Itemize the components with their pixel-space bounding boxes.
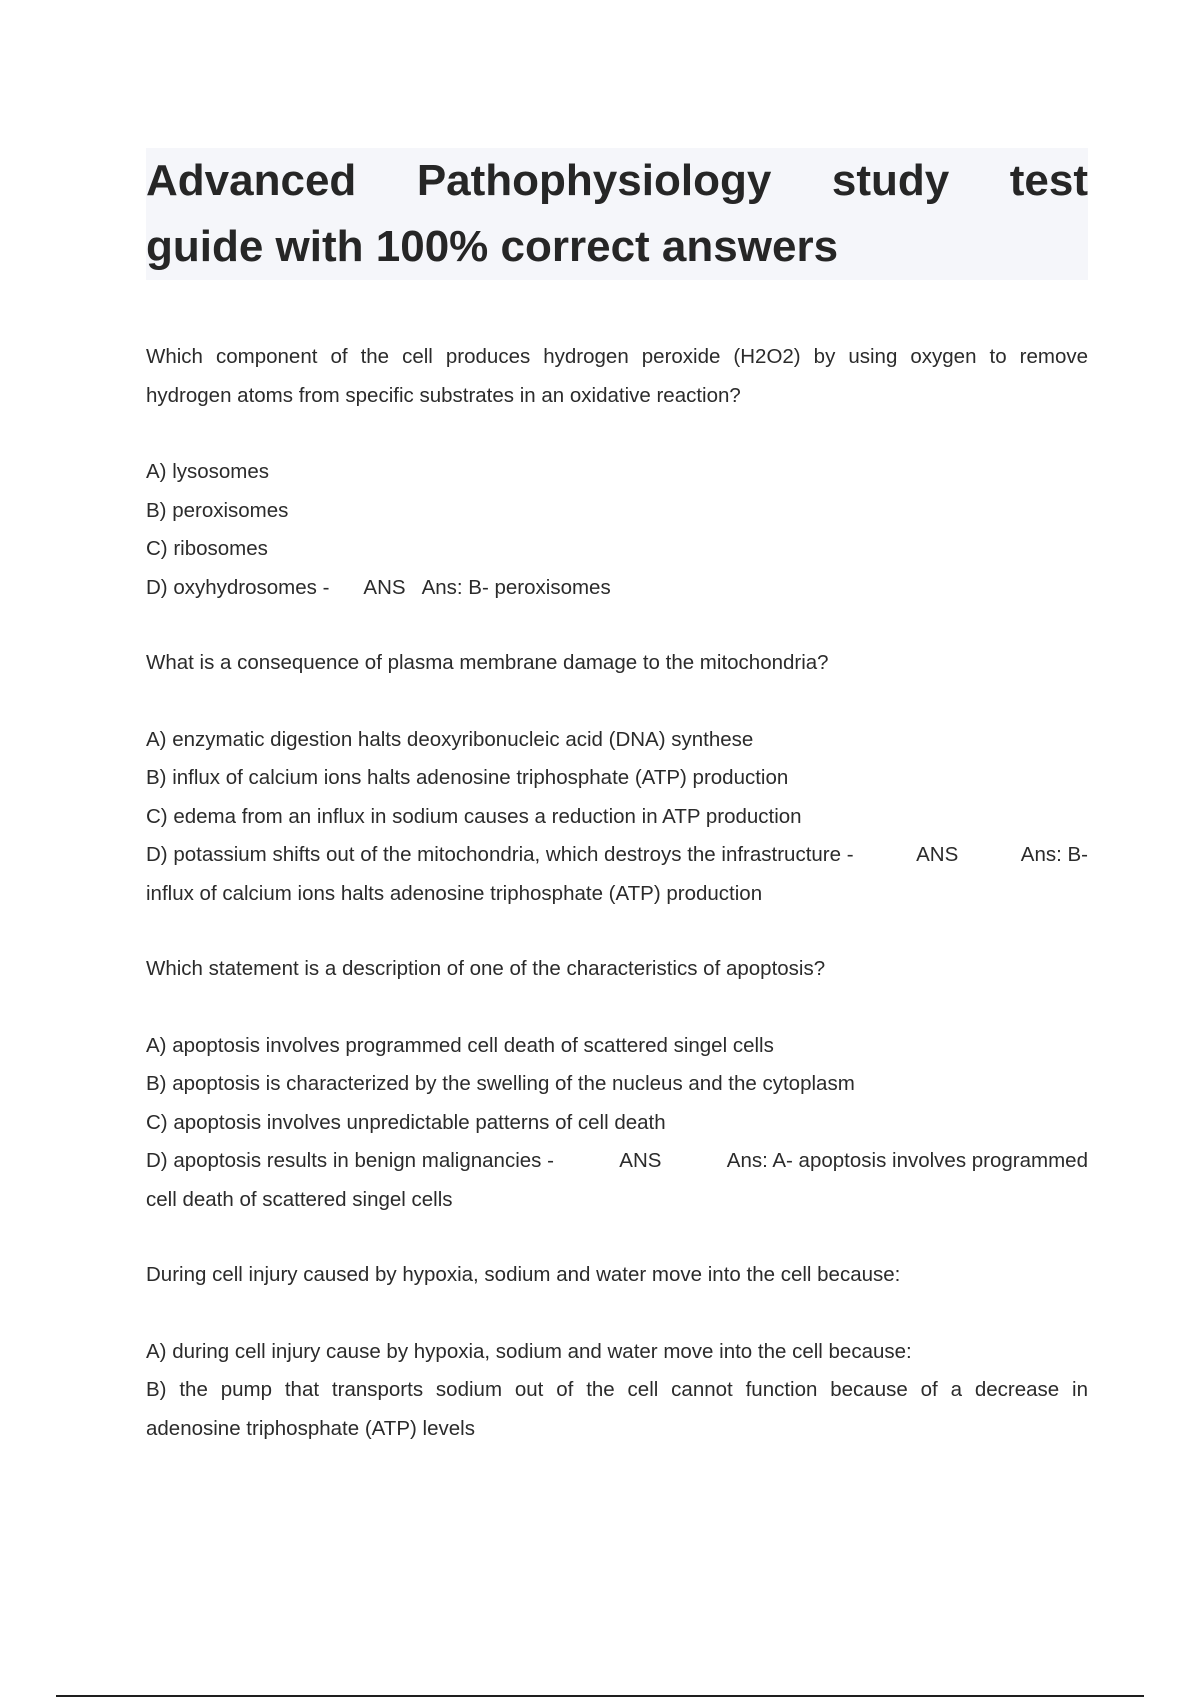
stem-line: hydrogen atoms from specific substrates in an oxidative reaction? bbox=[146, 383, 741, 407]
option-list bbox=[146, 721, 1088, 914]
title-line-2: guide with 100% correct answers bbox=[146, 222, 839, 271]
option-d-text: D) apoptosis results in benign malignancies - bbox=[146, 1149, 554, 1172]
option-b: B) apoptosis is characterized by the swelling of the nucleus and the cytoplasm bbox=[146, 1072, 855, 1095]
option-c: C) apoptosis involves unpredictable patterns of cell death bbox=[146, 1110, 666, 1134]
option-c: C) edema from an influx in sodium causes a reduction in ATP production bbox=[146, 804, 802, 828]
answer-continuation: influx of calcium ions halts adenosine triphosphate (ATP) production bbox=[146, 881, 763, 905]
stem-line: Which component of the cell produces hydrogen peroxide (H2O2) by using oxygen to remove bbox=[146, 345, 1088, 368]
option-a: A) during cell injury cause by hypoxia, sodium and water move into the cell because: bbox=[146, 1339, 912, 1363]
title-word: Pathophysiology bbox=[416, 156, 772, 205]
footer-divider bbox=[56, 1695, 1144, 1697]
option-b: B) influx of calcium ions halts adenosine triphosphate (ATP) production bbox=[146, 766, 789, 789]
question-2 bbox=[146, 644, 1088, 950]
page-content bbox=[146, 148, 1088, 1448]
document-title bbox=[146, 148, 1088, 280]
option-c: C) ribosomes bbox=[146, 537, 268, 560]
question-stem bbox=[146, 338, 1088, 415]
option-a: A) enzymatic digestion halts deoxyribonucleic acid (DNA) synthese bbox=[146, 727, 754, 751]
option-list bbox=[146, 1027, 1088, 1220]
option-b-line: B) the pump that transports sodium out of the cell cannot function because of a decrease in bbox=[146, 1378, 1088, 1401]
stem-line: During cell injury caused by hypoxia, sodium and water move into the cell because: bbox=[146, 1263, 901, 1286]
option-b-line: adenosine triphosphate (ATP) levels bbox=[146, 1416, 475, 1440]
option-list bbox=[146, 1333, 1088, 1449]
ans-label: ANS bbox=[916, 843, 959, 866]
answer-text: Ans: B- peroxisomes bbox=[421, 575, 611, 599]
option-list bbox=[146, 453, 1088, 607]
question-stem bbox=[146, 644, 1088, 683]
option-d-text: D) potassium shifts out of the mitochondria, which destroys the infrastructure - bbox=[146, 843, 854, 866]
question-4 bbox=[146, 1256, 1088, 1448]
ans-label: ANS bbox=[363, 575, 406, 599]
answer-text: Ans: A- apoptosis involves programmed bbox=[726, 1149, 1088, 1172]
option-a: A) lysosomes bbox=[146, 460, 270, 483]
question-3 bbox=[146, 950, 1088, 1256]
question-list bbox=[146, 338, 1088, 1448]
ans-label: ANS bbox=[619, 1149, 662, 1172]
option-d bbox=[146, 569, 1088, 608]
stem-line: What is a consequence of plasma membrane damage to the mitochondria? bbox=[146, 651, 829, 674]
question-1 bbox=[146, 338, 1088, 644]
answer-text: Ans: B- bbox=[1020, 843, 1088, 866]
option-b bbox=[146, 1371, 1088, 1448]
question-stem bbox=[146, 1256, 1088, 1295]
option-d bbox=[146, 1142, 1088, 1181]
title-word: study bbox=[831, 156, 950, 205]
title-line-1 bbox=[146, 148, 1088, 214]
option-b: B) peroxisomes bbox=[146, 498, 289, 522]
title-word: test bbox=[1009, 156, 1088, 205]
option-d-text: D) oxyhydrosomes - bbox=[146, 575, 330, 599]
option-d bbox=[146, 836, 1088, 875]
title-word: Advanced bbox=[146, 156, 357, 205]
answer-continuation: cell death of scattered singel cells bbox=[146, 1187, 453, 1211]
question-stem bbox=[146, 950, 1088, 989]
option-a: A) apoptosis involves programmed cell death of scattered singel cells bbox=[146, 1033, 774, 1057]
stem-line: Which statement is a description of one of the characteristics of apoptosis? bbox=[146, 957, 826, 980]
